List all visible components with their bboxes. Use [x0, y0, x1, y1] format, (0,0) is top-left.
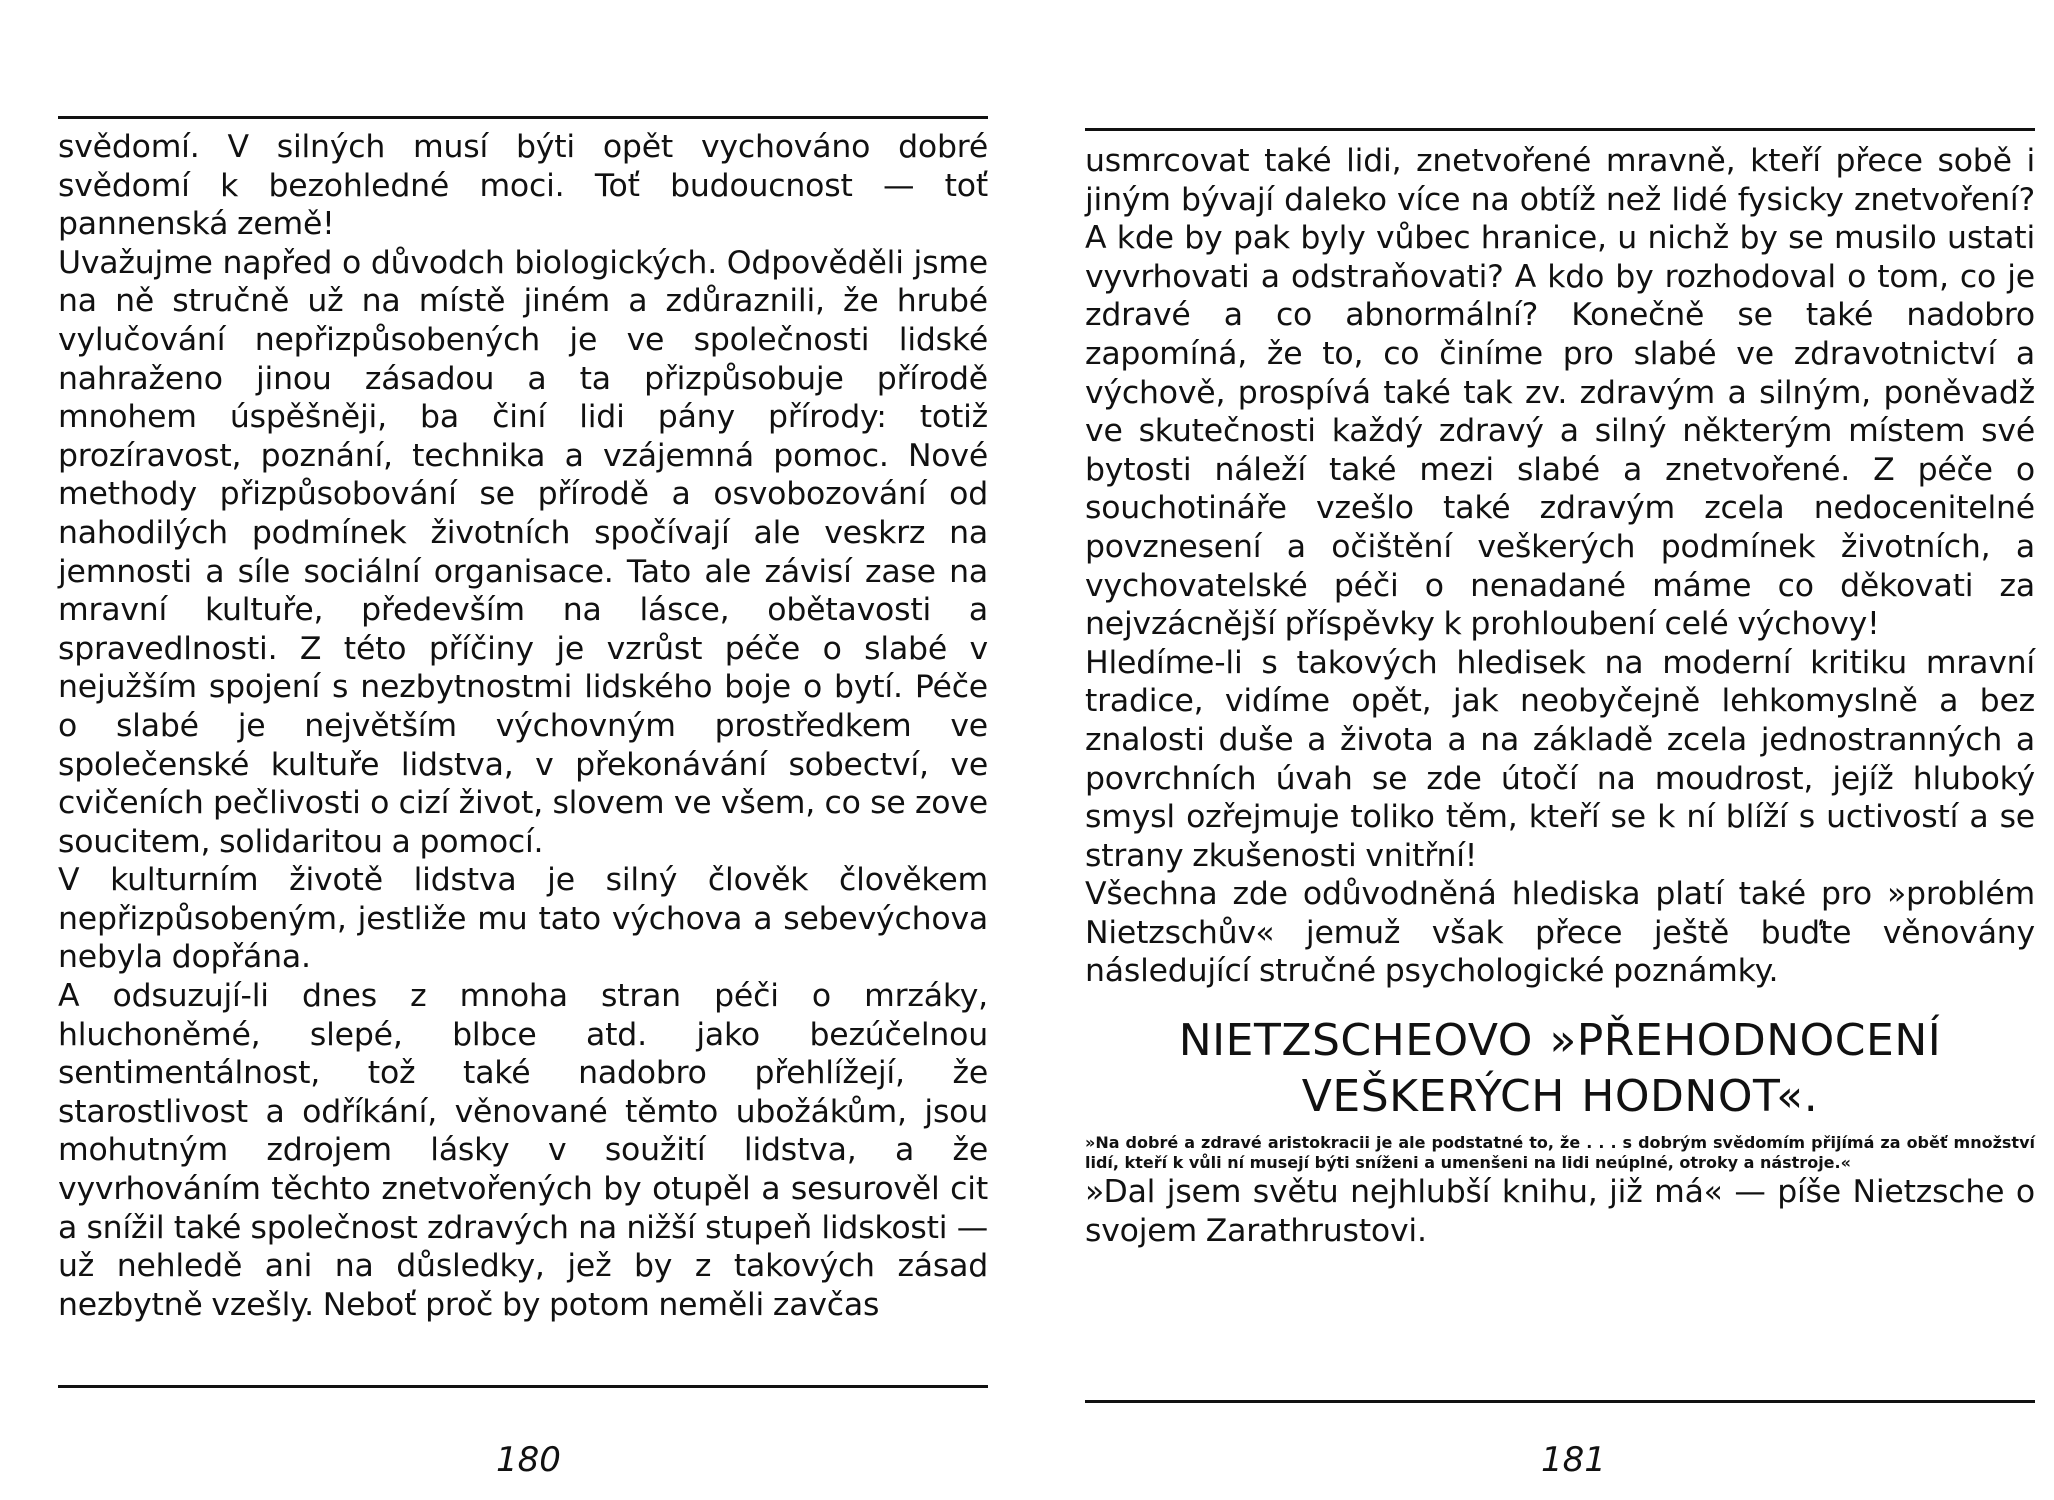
paragraph: Všechna zde odůvodněná hlediska platí také pro »problém Nietzschův« jemuž však přece ještě buďte věnovány následující stručné psychologické poznámky.: [1085, 876, 2035, 990]
bottom-rule: [1085, 1400, 2035, 1403]
closing-paragraph: »Dal jsem světu nejhlubší knihu, již má« — píše Nietzsche o svojem Zarathrustovi.: [1085, 1174, 2035, 1249]
bottom-rule: [58, 1385, 988, 1388]
top-rule: [1085, 128, 2035, 131]
page-number: 181: [1541, 1440, 1606, 1480]
paragraph: V kulturním životě lidstva je silný člověk člověkem nepřizpůsobeným, jestliže mu tato výchova a sebevýchova nebyla dopřána.: [58, 862, 988, 976]
left-page: [58, 0, 988, 1500]
paragraph: usmrcovat také lidi, znetvořené mravně, kteří přece sobě i jiným bývají daleko více na obtíž než lidé fysicky znetvoření? A kde by pak byly vůbec hranice, u nichž by se musilo ustati vyvrhovati a odstraňovati? A kdo by rozhodoval o tom, co je zdravé a co abnormální? Konečně se také nadobro zapomíná, že to, co činíme pro slabé ve zdravotnictví a výchově, prospívá také tak zv. zdravým a silným, poněvadž ve skutečnosti každý zdravý a silný některým místem své bytosti náleží také mezi slabé a znetvořené. Z péče o souchotináře vzešlo také zdravým zcela nedocenitelné povznesení a očištění veškerých podmínek životních, a vychovatelské péči o nenadané máme co děkovati za nejvzácnější příspěvky k prohloubení celé výchovy!: [1085, 143, 2035, 643]
paragraph: A odsuzují-li dnes z mnoha stran péči o mrzáky, hluchoněmé, slepé, blbce atd. jako bezúčelnou sentimentálnost, tož také nadobro přehlížejí, že starostlivost a odříkání, věnované těmto ubožákům, jsou mohutným zdrojem lásky v soužití lidstva, a že vyvrhováním těchto znetvořených by otupěl a sesurověl cit a snížil také společnost zdravých na nižší stupeň lidskosti — už nehledě ani na důsledky, jež by z takových zásad nezbytně vzešly. Neboť proč by potom neměli zavčas: [58, 978, 988, 1323]
section-heading-line: VEŠKERÝCH HODNOT«.: [1301, 1071, 1819, 1123]
paragraph: Hledíme-li s takových hledisek na moderní kritiku mravní tradice, vidíme opět, jak neobyčejně lehkomyslně a bez znalosti duše a života a na základě zcela jednostranných a povrchních úvah se zde útočí na moudrost, jejíž hluboký smysl ozřejmuje toliko těm, kteří se k ní blíží s uctivostí a se strany zkušenosti vnitřní!: [1085, 644, 2035, 874]
right-page: [1085, 0, 2035, 1500]
section-heading: [1085, 1013, 2035, 1125]
epigraph: »Na dobré a zdravé aristokracii je ale podstatné to, že . . . s dobrým svědomím přijímá za oběť množství lidí, kteří k vůli ní musejí býti sníženi a umenšeni na lidi neúplné, otroky a nástroje.«: [1085, 1133, 2035, 1173]
left-page-text: [58, 128, 988, 1324]
page-number: 180: [496, 1440, 561, 1480]
section-heading-line: NIETZSCHEOVO »PŘEHODNOCENÍ: [1178, 1015, 1942, 1067]
right-page-text: [1085, 142, 2035, 1250]
top-rule: [58, 116, 988, 119]
paragraph: Uvažujme napřed o důvodch biologických. Odpověděli jsme na ně stručně už na místě jiném a zdůraznili, že hrubé vylučování nepřizpůsobených je ve společnosti lidské nahraženo jinou zásadou a ta přizpůsobuje přírodě mnohem úspěšněji, ba činí lidi pány přírody: totiž prozíravost, poznání, technika a vzájemná pomoc. Nové methody přizpůsobování se přírodě a osvobozování od nahodilých podmínek životních spočívají ale veskrz na jemnosti a síle sociální organisace. Tato ale závisí zase na mravní kultuře, především na lásce, obětavosti a spravedlnosti. Z této příčiny je vzrůst péče o slabé v nejužším spojení s nezbytnostmi lidského boje o bytí. Péče o slabé je největším výchovným prostředkem ve společenské kultuře lidstva, v překonávání sobectví, ve cvičeních pečlivosti o cizí život, slovem ve všem, co se zove soucitem, solidaritou a pomocí.: [58, 244, 988, 860]
paragraph: svědomí. V silných musí býti opět vychováno dobré svědomí k bezohledné moci. Toť budoucnost — toť pannenská země!: [58, 129, 988, 243]
